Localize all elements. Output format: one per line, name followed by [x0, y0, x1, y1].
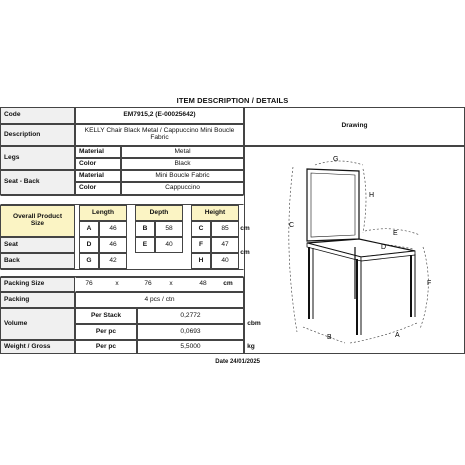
description-label: Description	[0, 124, 75, 146]
volume-pc-label: Per pc	[75, 324, 137, 340]
drawing-panel	[244, 146, 465, 354]
legs-label: Legs	[0, 146, 75, 170]
height-header: Height	[191, 205, 239, 221]
weight-unit: kg	[247, 342, 255, 350]
packing-label: Packing	[0, 292, 75, 308]
dim-e-value: 40	[155, 237, 183, 253]
dim-f-value: 47	[211, 237, 239, 253]
dim-e-key: E	[135, 237, 155, 253]
weight-pc-value: 5,5000	[137, 340, 244, 354]
dim-h-value: 40	[211, 253, 239, 269]
seat-back-color-value: Cappuccino	[121, 182, 244, 195]
back-label: Back	[0, 253, 75, 269]
packing-size-row	[75, 277, 244, 292]
dim-c-key: C	[191, 221, 211, 237]
spacer-row	[0, 195, 244, 205]
description-value: KELLY Chair Black Metal / Cappuccino Mini Boucle Fabric	[75, 124, 244, 146]
code-value: EM7915,2 (E-00025642)	[75, 107, 244, 124]
packing-value: 4 pcs / ctn	[75, 292, 244, 308]
dim-d-key: D	[79, 237, 99, 253]
overall-unit: cm	[240, 224, 250, 232]
legs-material-label: Material	[75, 146, 121, 158]
seat-label: Seat	[0, 237, 75, 253]
volume-pc-value: 0,0693	[137, 324, 244, 340]
seat-back-label: Seat - Back	[0, 170, 75, 195]
legs-material-value: Metal	[121, 146, 244, 158]
drawing-letter-g: G	[333, 156, 339, 163]
dim-c-value: 85	[211, 221, 239, 237]
dim-h-key: H	[191, 253, 211, 269]
overall-size-label: Overall Product Size	[0, 205, 75, 237]
drawing-letter-c: C	[289, 222, 295, 229]
dim-g-value: 42	[99, 253, 127, 269]
packing-width: 76	[144, 280, 152, 288]
sheet-title: ITEM DESCRIPTION / DETAILS	[176, 96, 289, 105]
dim-b-key: B	[135, 221, 155, 237]
seat-back-material-label: Material	[75, 170, 121, 182]
drawing-letter-b: B	[327, 334, 332, 341]
seat-back-material-value: Mini Boucle Fabric	[121, 170, 244, 182]
legs-color-label: Color	[75, 158, 121, 170]
code-label: Code	[0, 107, 75, 124]
packing-length: 76	[85, 280, 93, 288]
chair-drawing	[245, 147, 464, 353]
dim-b-value: 58	[155, 221, 183, 237]
volume-stack-label: Per Stack	[75, 308, 137, 324]
drawing-letter-h: H	[369, 192, 375, 199]
drawing-label: Drawing	[244, 107, 465, 146]
dim-d-value: 46	[99, 237, 127, 253]
volume-label: Volume	[0, 308, 75, 340]
legs-color-value: Black	[121, 158, 244, 170]
seat-back-unit: cm	[240, 248, 250, 256]
dim-g-key: G	[79, 253, 99, 269]
dim-a-value: 46	[99, 221, 127, 237]
weight-pc-label: Per pc	[75, 340, 137, 354]
length-header: Length	[79, 205, 127, 221]
seat-back-color-label: Color	[75, 182, 121, 195]
spacer-row-2	[0, 269, 244, 277]
packing-x1: x	[115, 280, 119, 288]
drawing-letter-e: E	[393, 230, 398, 237]
volume-stack-value: 0,2772	[137, 308, 244, 324]
document-date: Date 24/01/2025	[215, 359, 260, 365]
packing-size-unit: cm	[223, 280, 233, 288]
packing-x2: x	[169, 280, 173, 288]
drawing-letter-d: D	[381, 244, 387, 251]
volume-unit: cbm	[247, 319, 261, 327]
weight-label: Weight / Gross	[0, 340, 75, 354]
depth-header: Depth	[135, 205, 183, 221]
packing-height: 48	[199, 280, 207, 288]
packing-size-label: Packing Size	[0, 277, 75, 292]
drawing-letter-f: F	[427, 280, 432, 287]
drawing-letter-a: A	[395, 332, 400, 339]
dim-f-key: F	[191, 237, 211, 253]
dim-a-key: A	[79, 221, 99, 237]
